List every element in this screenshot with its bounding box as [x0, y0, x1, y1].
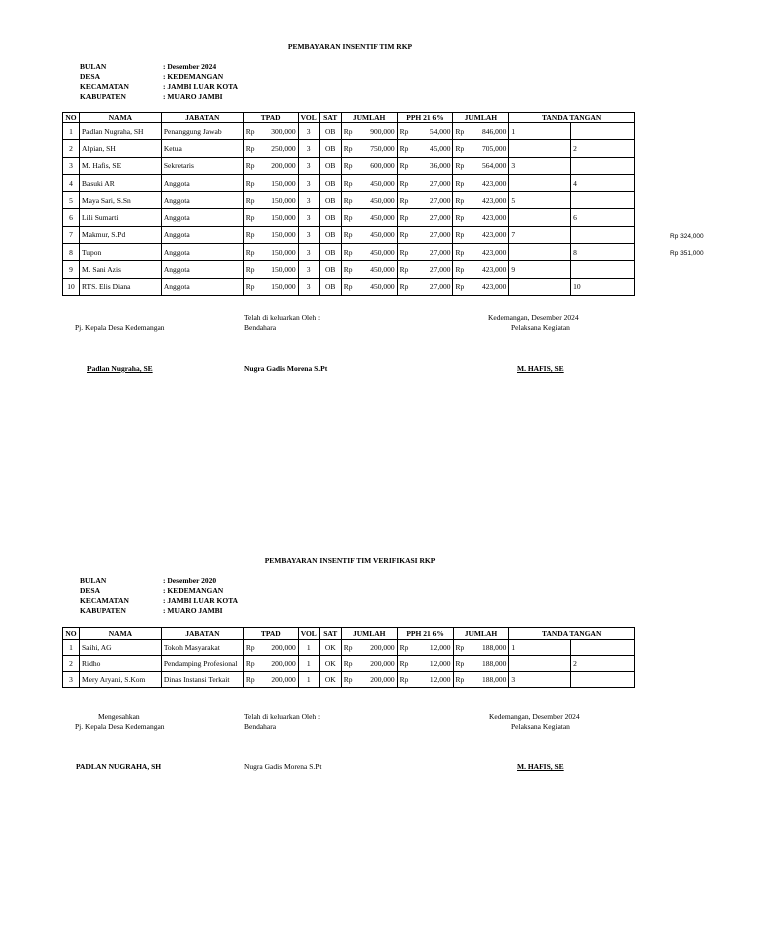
doc2-info-value-kabupaten: : MUARO JAMBI	[163, 606, 223, 615]
row-pph-value: 36,000	[411, 157, 453, 174]
row-signature-right	[571, 640, 635, 656]
row-signature-left: 1	[509, 640, 571, 656]
row-nama: Makmur, S.Pd	[79, 226, 161, 243]
row-jumlah-currency: Rp	[341, 244, 355, 261]
row-pph-currency: Rp	[397, 192, 411, 209]
row-total-value: 188,000	[467, 640, 509, 656]
row-signature-left	[509, 656, 571, 672]
row-nama: M. Sani Azis	[79, 261, 161, 278]
doc2-payment-table	[62, 627, 635, 688]
row-jumlah-currency: Rp	[341, 192, 355, 209]
row-pph-value: 27,000	[411, 192, 453, 209]
row-jumlah-value: 200,000	[355, 672, 397, 688]
row-total-value: 423,000	[467, 244, 509, 261]
row-jabatan: Anggota	[161, 261, 243, 278]
row-jabatan: Dinas Instansi Terkait	[161, 672, 243, 688]
row-jumlah-currency: Rp	[341, 656, 355, 672]
row-jumlah-currency: Rp	[341, 672, 355, 688]
row-pph-value: 27,000	[411, 278, 453, 295]
doc1-sign-right-line2: Pelaksana Kegiatan	[511, 323, 570, 332]
row-signature-right	[571, 192, 635, 209]
row-nama: Padlan Nugraha, SH	[79, 123, 161, 140]
row-jumlah-currency: Rp	[341, 226, 355, 243]
row-total-currency: Rp	[453, 157, 467, 174]
doc1-table-body	[63, 123, 635, 296]
col-header-jumlah: JUMLAH	[341, 113, 397, 123]
doc2-sign-left-title: Pj. Kepala Desa Kedemangan	[75, 722, 165, 731]
col-header-vol: VOL	[298, 628, 319, 640]
row-jabatan: Penanggung Jawab	[161, 123, 243, 140]
table-row	[63, 278, 635, 295]
row-tpad-value: 200,000	[257, 656, 298, 672]
row-jumlah-currency: Rp	[341, 123, 355, 140]
row-sat: OB	[319, 192, 341, 209]
row-nama: M. Hafis, SE	[79, 157, 161, 174]
col-header-jumlah-net: JUMLAH	[453, 113, 509, 123]
row-total-currency: Rp	[453, 123, 467, 140]
doc2-info-value-bulan: : Desember 2020	[163, 576, 217, 585]
doc1-sign-mid-name: Nugra Gadis Morena S.Pt	[244, 364, 328, 373]
row-no: 1	[63, 640, 80, 656]
row-vol: 3	[298, 192, 319, 209]
table-row	[63, 226, 635, 243]
row-jumlah-value: 450,000	[355, 226, 397, 243]
row-jumlah-value: 450,000	[355, 244, 397, 261]
doc2-title: PEMBAYARAN INSENTIF TIM VERIFIKASI RKP	[264, 556, 436, 565]
row-tpad-currency: Rp	[243, 226, 257, 243]
row-jabatan: Ketua	[161, 140, 243, 157]
col-header-vol: VOL	[298, 113, 319, 123]
row-pph-value: 27,000	[411, 174, 453, 191]
row-nama: Mery Aryani, S.Kom	[79, 672, 161, 688]
row-total-value: 423,000	[467, 261, 509, 278]
doc2-sign-mid-line2: Bendahara	[244, 722, 277, 731]
row-no: 7	[63, 226, 80, 243]
row-vol: 1	[298, 640, 319, 656]
col-header-no: NO	[63, 113, 80, 123]
row-jumlah-value: 600,000	[355, 157, 397, 174]
table-row	[63, 244, 635, 261]
row-tpad-value: 300,000	[257, 123, 298, 140]
row-signature-left: 3	[509, 672, 571, 688]
row-nama: Ridho	[79, 656, 161, 672]
row-jabatan: Anggota	[161, 278, 243, 295]
doc1-info-label-kecamatan: KECAMATAN	[80, 82, 129, 91]
row-pph-currency: Rp	[397, 672, 411, 688]
row-tpad-value: 150,000	[257, 192, 298, 209]
row-tpad-value: 200,000	[257, 157, 298, 174]
row-no: 8	[63, 244, 80, 261]
row-tpad-currency: Rp	[243, 174, 257, 191]
row-sat: OB	[319, 244, 341, 261]
row-tpad-currency: Rp	[243, 672, 257, 688]
row-jumlah-currency: Rp	[341, 157, 355, 174]
row-signature-right: 2	[571, 656, 635, 672]
row-signature-right	[571, 157, 635, 174]
doc2-sign-mid-line1: Telah di keluarkan Oleh :	[244, 712, 321, 721]
doc1-info-value-bulan: : Desember 2024	[163, 62, 217, 71]
row-signature-right: 8	[571, 244, 635, 261]
row-vol: 3	[298, 157, 319, 174]
doc1-payment-table	[62, 112, 635, 296]
row-jumlah-value: 450,000	[355, 261, 397, 278]
row-sat: OB	[319, 278, 341, 295]
row-sat: OB	[319, 123, 341, 140]
row-jumlah-currency: Rp	[341, 640, 355, 656]
doc1-info-label-kabupaten: KABUPATEN	[80, 92, 126, 101]
row-pph-value: 12,000	[411, 656, 453, 672]
row-jumlah-currency: Rp	[341, 278, 355, 295]
doc2-info-label-kabupaten: KABUPATEN	[80, 606, 126, 615]
row-pph-value: 27,000	[411, 209, 453, 226]
row-total-currency: Rp	[453, 261, 467, 278]
row-jumlah-value: 200,000	[355, 640, 397, 656]
row-vol: 3	[298, 278, 319, 295]
doc2-sign-right-line1: Kedemangan, Desember 2024	[489, 712, 580, 721]
table-row	[63, 174, 635, 191]
row-jumlah-value: 900,000	[355, 123, 397, 140]
row-pph-value: 12,000	[411, 672, 453, 688]
row-no: 4	[63, 174, 80, 191]
row-tpad-currency: Rp	[243, 244, 257, 261]
doc2-info-value-desa: : KEDEMANGAN	[163, 586, 224, 595]
row-pph-value: 54,000	[411, 123, 453, 140]
doc2-info-label-kecamatan: KECAMATAN	[80, 596, 129, 605]
row-no: 3	[63, 157, 80, 174]
col-header-tpad: TPAD	[243, 628, 298, 640]
row-pph-currency: Rp	[397, 140, 411, 157]
row-nama: Tupon	[79, 244, 161, 261]
col-header-sat: SAT	[319, 113, 341, 123]
row-no: 2	[63, 140, 80, 157]
row-nama: Maya Sari, S.Sn	[79, 192, 161, 209]
row-pph-currency: Rp	[397, 157, 411, 174]
row-total-currency: Rp	[453, 640, 467, 656]
col-header-tanda-tangan: TANDA TANGAN	[509, 628, 635, 640]
table-row	[63, 192, 635, 209]
row-pph-currency: Rp	[397, 244, 411, 261]
row-jumlah-currency: Rp	[341, 261, 355, 278]
row-signature-left: 1	[509, 123, 571, 140]
row-sat: OB	[319, 226, 341, 243]
row-jumlah-value: 750,000	[355, 140, 397, 157]
row-total-currency: Rp	[453, 244, 467, 261]
doc1-sign-right-name: M. HAFIS, SE	[517, 364, 564, 373]
row-sat: OB	[319, 209, 341, 226]
row-tpad-currency: Rp	[243, 656, 257, 672]
row-tpad-value: 250,000	[257, 140, 298, 157]
row-total-value: 423,000	[467, 209, 509, 226]
row-tpad-value: 150,000	[257, 261, 298, 278]
row-tpad-currency: Rp	[243, 640, 257, 656]
row-no: 10	[63, 278, 80, 295]
row-jumlah-value: 450,000	[355, 209, 397, 226]
doc2-sign-right-line2: Pelaksana Kegiatan	[511, 722, 570, 731]
doc2-table-body	[63, 640, 635, 688]
row-vol: 3	[298, 174, 319, 191]
row-sat: OB	[319, 157, 341, 174]
row-signature-left	[509, 278, 571, 295]
row-jabatan: Sekretaris	[161, 157, 243, 174]
row-total-currency: Rp	[453, 140, 467, 157]
row-sat: OK	[319, 656, 341, 672]
row-vol: 3	[298, 123, 319, 140]
row-sat: OB	[319, 174, 341, 191]
col-header-jabatan: JABATAN	[161, 113, 243, 123]
col-header-pph: PPH 21 6%	[397, 628, 453, 640]
row-jumlah-value: 200,000	[355, 656, 397, 672]
row-no: 9	[63, 261, 80, 278]
doc2-sign-left-name: PADLAN NUGRAHA, SH	[76, 762, 162, 771]
row-vol: 3	[298, 226, 319, 243]
row-signature-left	[509, 209, 571, 226]
row-total-value: 188,000	[467, 656, 509, 672]
row-signature-right: 6	[571, 209, 635, 226]
row-sat: OB	[319, 261, 341, 278]
table-row	[63, 157, 635, 174]
row-tpad-currency: Rp	[243, 140, 257, 157]
row-pph-currency: Rp	[397, 261, 411, 278]
row-tpad-currency: Rp	[243, 157, 257, 174]
row-total-currency: Rp	[453, 278, 467, 295]
row-pph-value: 27,000	[411, 226, 453, 243]
row-vol: 3	[298, 244, 319, 261]
row-tpad-value: 150,000	[257, 278, 298, 295]
row-pph-currency: Rp	[397, 209, 411, 226]
row-total-value: 423,000	[467, 226, 509, 243]
doc1-info-label-bulan: BULAN	[80, 62, 107, 71]
doc2-info-value-kecamatan: : JAMBI LUAR KOTA	[163, 596, 239, 605]
doc1-sign-left-name: Padlan Nugraha, SE	[87, 364, 153, 373]
row-total-value: 188,000	[467, 672, 509, 688]
row-vol: 1	[298, 656, 319, 672]
row-total-value: 423,000	[467, 192, 509, 209]
row-sat: OB	[319, 140, 341, 157]
table-row	[63, 656, 635, 672]
row-jumlah-value: 450,000	[355, 192, 397, 209]
row-nama: Lili Sumarti	[79, 209, 161, 226]
row-jumlah-value: 450,000	[355, 278, 397, 295]
row-no: 2	[63, 656, 80, 672]
row-tpad-value: 200,000	[257, 640, 298, 656]
row-vol: 3	[298, 140, 319, 157]
doc1-info-value-kabupaten: : MUARO JAMBI	[163, 92, 223, 101]
row-total-value: 423,000	[467, 174, 509, 191]
row-pph-value: 45,000	[411, 140, 453, 157]
row-total-currency: Rp	[453, 226, 467, 243]
row-jabatan: Pendamping Profesional	[161, 656, 243, 672]
col-header-pph: PPH 21 6%	[397, 113, 453, 123]
table-row	[63, 640, 635, 656]
row-total-value: 564,000	[467, 157, 509, 174]
row-total-value: 705,000	[467, 140, 509, 157]
row-no: 3	[63, 672, 80, 688]
row-pph-currency: Rp	[397, 174, 411, 191]
row-jabatan: Anggota	[161, 192, 243, 209]
doc1-sign-right-line1: Kedemangan, Desember 2024	[488, 313, 579, 322]
row-total-currency: Rp	[453, 672, 467, 688]
row-tpad-value: 200,000	[257, 672, 298, 688]
doc2-sign-left-pre: Mengesahkan	[98, 712, 140, 721]
col-header-jumlah: JUMLAH	[341, 628, 397, 640]
row-pph-currency: Rp	[397, 226, 411, 243]
row-signature-left: 9	[509, 261, 571, 278]
col-header-nama: NAMA	[79, 113, 161, 123]
col-header-no: NO	[63, 628, 80, 640]
row-jabatan: Anggota	[161, 244, 243, 261]
row-pph-value: 27,000	[411, 261, 453, 278]
row-signature-left: 7	[509, 226, 571, 243]
row-nama: RTS. Elis Diana	[79, 278, 161, 295]
col-header-tanda-tangan: TANDA TANGAN	[509, 113, 635, 123]
row-jumlah-currency: Rp	[341, 209, 355, 226]
doc1-table-header-row	[63, 113, 635, 123]
table-row	[63, 209, 635, 226]
doc2-sign-mid-name: Nugra Gadis Morena S.Pt	[244, 762, 322, 771]
row-total-currency: Rp	[453, 209, 467, 226]
row-signature-right	[571, 261, 635, 278]
table-row	[63, 123, 635, 140]
row-nama: Basuki AR	[79, 174, 161, 191]
row-total-value: 423,000	[467, 278, 509, 295]
row-tpad-currency: Rp	[243, 192, 257, 209]
row-total-currency: Rp	[453, 192, 467, 209]
row-nama: Saihi, AG	[79, 640, 161, 656]
doc2-info-label-desa: DESA	[80, 586, 101, 595]
row-sat: OK	[319, 672, 341, 688]
table-row	[63, 672, 635, 688]
row-total-currency: Rp	[453, 656, 467, 672]
row-vol: 3	[298, 209, 319, 226]
row-no: 5	[63, 192, 80, 209]
row-jumlah-currency: Rp	[341, 140, 355, 157]
row-jabatan: Anggota	[161, 209, 243, 226]
row-signature-right	[571, 123, 635, 140]
row-jabatan: Anggota	[161, 174, 243, 191]
row-no: 1	[63, 123, 80, 140]
row-tpad-value: 150,000	[257, 174, 298, 191]
col-header-jabatan: JABATAN	[161, 628, 243, 640]
doc1-info-label-desa: DESA	[80, 72, 101, 81]
table-row	[63, 140, 635, 157]
row-signature-right: 4	[571, 174, 635, 191]
row-signature-right: 2	[571, 140, 635, 157]
row-pph-value: 12,000	[411, 640, 453, 656]
col-header-sat: SAT	[319, 628, 341, 640]
row-signature-left: 5	[509, 192, 571, 209]
row-tpad-value: 150,000	[257, 244, 298, 261]
row-total-value: 846,000	[467, 123, 509, 140]
row-pph-currency: Rp	[397, 640, 411, 656]
doc2-sign-right-name: M. HAFIS, SE	[517, 762, 564, 771]
doc2-info-label-bulan: BULAN	[80, 576, 107, 585]
row-pph-currency: Rp	[397, 123, 411, 140]
col-header-nama: NAMA	[79, 628, 161, 640]
row-tpad-currency: Rp	[243, 261, 257, 278]
row-pph-currency: Rp	[397, 278, 411, 295]
doc1-title: PEMBAYARAN INSENTIF TIM RKP	[287, 42, 413, 51]
row-signature-right	[571, 672, 635, 688]
row-tpad-currency: Rp	[243, 209, 257, 226]
side-note-2: Rp 351,000	[670, 250, 704, 257]
row-tpad-value: 150,000	[257, 209, 298, 226]
row-jumlah-currency: Rp	[341, 174, 355, 191]
doc2-table-header-row	[63, 628, 635, 640]
doc1-info-value-kecamatan: : JAMBI LUAR KOTA	[163, 82, 239, 91]
row-signature-left	[509, 244, 571, 261]
row-signature-left: 3	[509, 157, 571, 174]
row-sat: OK	[319, 640, 341, 656]
col-header-tpad: TPAD	[243, 113, 298, 123]
row-jumlah-value: 450,000	[355, 174, 397, 191]
side-note-1: Rp 324,000	[670, 233, 704, 240]
doc1-sign-mid-line1: Telah di keluarkan Oleh :	[244, 313, 321, 322]
row-vol: 1	[298, 672, 319, 688]
row-signature-left	[509, 140, 571, 157]
row-tpad-currency: Rp	[243, 278, 257, 295]
row-jabatan: Anggota	[161, 226, 243, 243]
row-tpad-currency: Rp	[243, 123, 257, 140]
row-signature-left	[509, 174, 571, 191]
row-jabatan: Tokoh Masyarakat	[161, 640, 243, 656]
row-no: 6	[63, 209, 80, 226]
row-total-currency: Rp	[453, 174, 467, 191]
row-signature-right: 10	[571, 278, 635, 295]
row-tpad-value: 150,000	[257, 226, 298, 243]
row-nama: Alpian, SH	[79, 140, 161, 157]
doc1-info-value-desa: : KEDEMANGAN	[163, 72, 224, 81]
col-header-jumlah-net: JUMLAH	[453, 628, 509, 640]
row-pph-value: 27,000	[411, 244, 453, 261]
row-vol: 3	[298, 261, 319, 278]
table-row	[63, 261, 635, 278]
row-pph-currency: Rp	[397, 656, 411, 672]
doc1-sign-left-title: Pj. Kepala Desa Kedemangan	[75, 323, 165, 332]
doc1-sign-mid-line2: Bendahara	[244, 323, 277, 332]
row-signature-right	[571, 226, 635, 243]
